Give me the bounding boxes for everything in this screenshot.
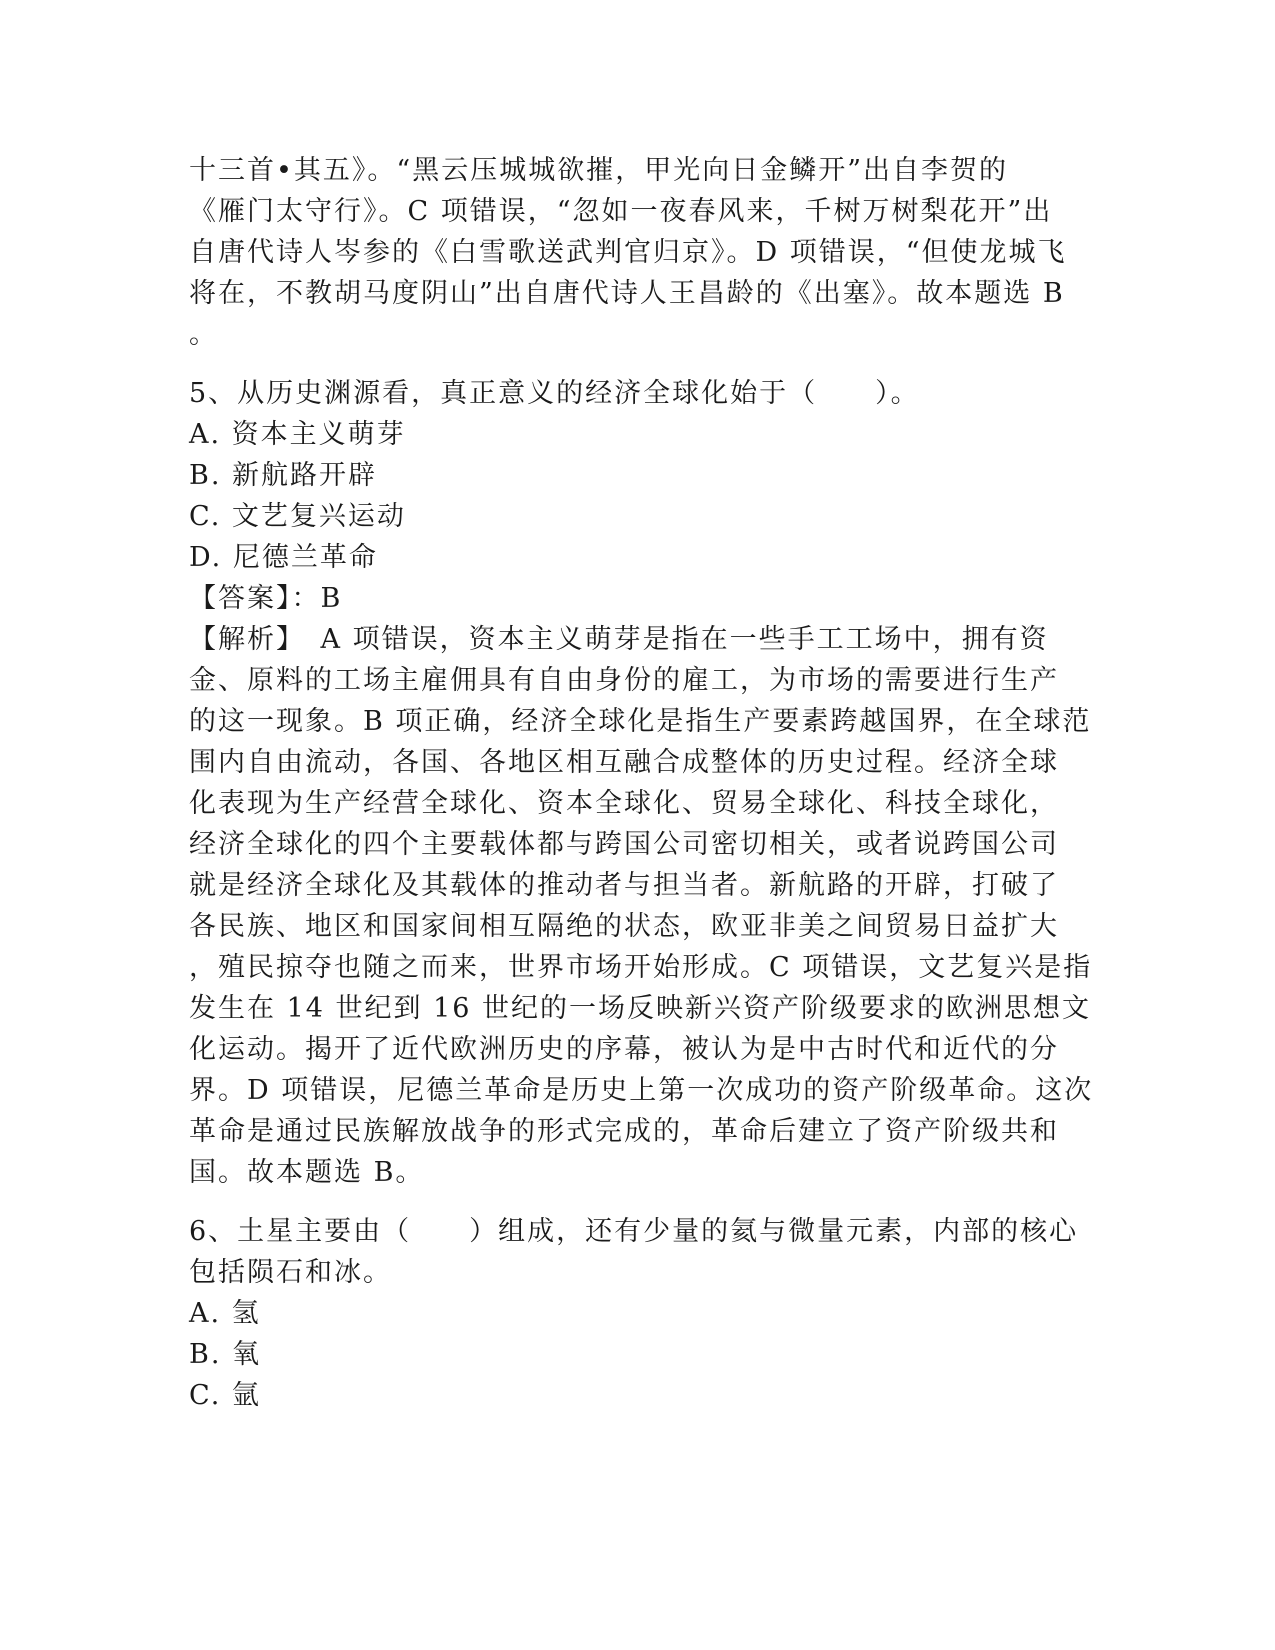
analysis-line: 的这一现象。B 项正确，经济全球化是指生产要素跨越国界，在全球范 — [189, 706, 1092, 737]
question-stem: 6、土星主要由（ ）组成，还有少量的氦与微量元素，内部的核心 — [189, 1216, 1079, 1247]
answer-line: 【答案】：B — [189, 583, 343, 614]
analysis-line: 革命是通过民族解放战争的形式完成的，革命后建立了资产阶级共和 — [189, 1116, 1059, 1147]
paragraph-line: 《雁门太守行》。C 项错误，“忽如一夜春风来，千树万树梨花开”出 — [189, 196, 1053, 227]
analysis-line: 化运动。揭开了近代欧洲历史的序幕，被认为是中古时代和近代的分 — [189, 1034, 1059, 1065]
analysis-line: 金、原料的工场主雇佣具有自由身份的雇工，为市场的需要进行生产 — [189, 665, 1059, 696]
analysis-line: 各民族、地区和国家间相互隔绝的状态，欧亚非美之间贸易日益扩大 — [189, 911, 1059, 942]
analysis-line: 国。故本题选 B。 — [189, 1157, 425, 1188]
paragraph-line: 。 — [189, 319, 218, 350]
option-a: A. 氢 — [189, 1298, 261, 1329]
analysis-line: ，殖民掠夺也随之而来，世界市场开始形成。C 项错误，文艺复兴是指 — [189, 952, 1093, 983]
paragraph-line: 十三首•其五》。“黑云压城城欲摧，甲光向日金鳞开”出自李贺的 — [189, 155, 1009, 186]
previous-explanation — [189, 150, 1079, 355]
analysis-line: 界。D 项错误，尼德兰革命是历史上第一次成功的资产阶级革命。这次 — [189, 1075, 1094, 1106]
page-content — [189, 150, 1094, 1416]
analysis-line: 经济全球化的四个主要载体都与跨国公司密切相关，或者说跨国公司 — [189, 829, 1059, 860]
question-stem: 包括陨石和冰。 — [189, 1257, 392, 1288]
question-5 — [189, 373, 1094, 1193]
analysis-line: 化表现为生产经营全球化、资本全球化、贸易全球化、科技全球化， — [189, 788, 1059, 819]
analysis — [189, 619, 1094, 1193]
option-c: C. 文艺复兴运动 — [189, 501, 406, 532]
analysis-line: 【解析】 A 项错误，资本主义萌芽是指在一些手工工场中，拥有资 — [189, 624, 1049, 655]
option-a: A. 资本主义萌芽 — [189, 419, 406, 450]
question-stem: 5、从历史渊源看，真正意义的经济全球化始于（ ）。 — [189, 378, 920, 409]
analysis-line: 发生在 14 世纪到 16 世纪的一场反映新兴资产阶级要求的欧洲思想文 — [189, 993, 1092, 1024]
paragraph-line: 将在，不教胡马度阴山”出自唐代诗人王昌龄的《出塞》。故本题选 B — [189, 278, 1065, 309]
question-6 — [189, 1211, 1079, 1416]
option-c: C. 氩 — [189, 1380, 261, 1411]
option-d: D. 尼德兰革命 — [189, 542, 378, 573]
analysis-line: 就是经济全球化及其载体的推动者与担当者。新航路的开辟，打破了 — [189, 870, 1059, 901]
analysis-line: 围内自由流动，各国、各地区相互融合成整体的历史过程。经济全球 — [189, 747, 1059, 778]
paragraph-line: 自唐代诗人岑参的《白雪歌送武判官归京》。D 项错误，“但使龙城飞 — [189, 237, 1067, 268]
option-b: B. 氧 — [189, 1339, 262, 1370]
option-b: B. 新航路开辟 — [189, 460, 378, 491]
